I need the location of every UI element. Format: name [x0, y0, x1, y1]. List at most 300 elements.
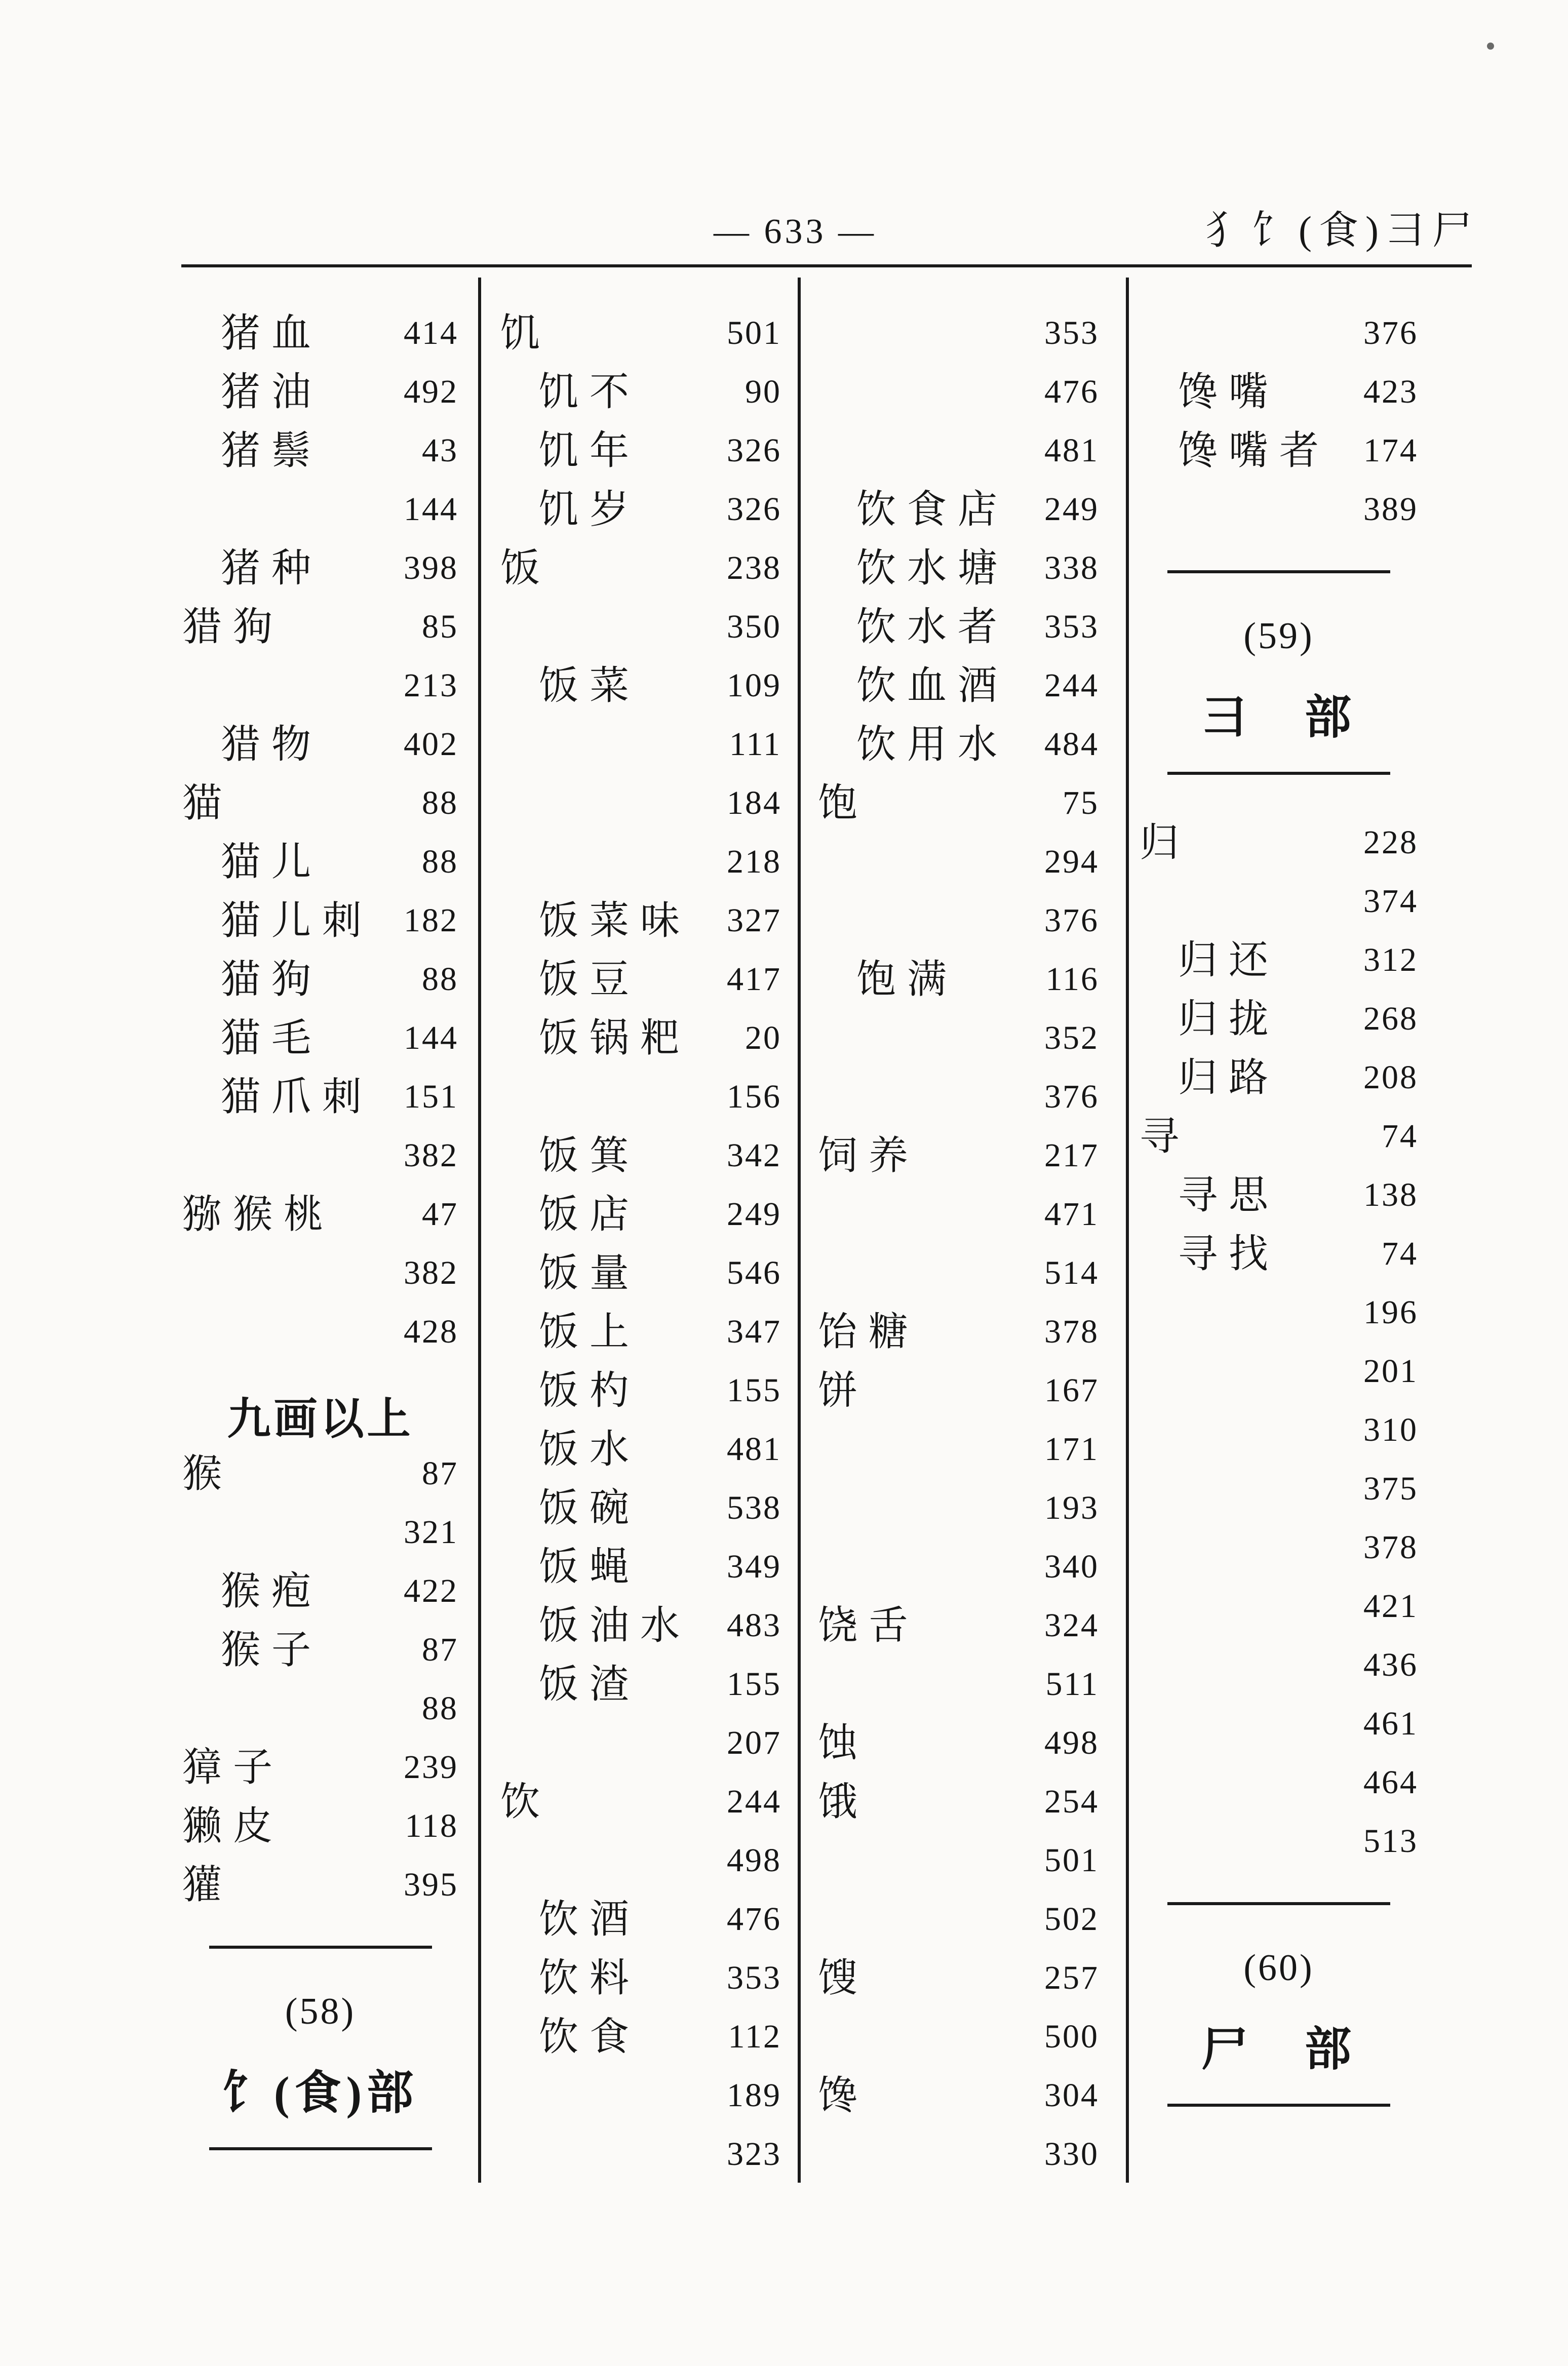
section-divider [209, 1946, 432, 1949]
entry-page-number: 376 [1363, 314, 1418, 351]
index-entry-row [182, 656, 458, 715]
index-entry-row [182, 1738, 458, 1797]
section-number: (60) [1243, 1947, 1314, 1989]
entry-label: 猫儿刺 [221, 898, 373, 942]
index-entry-row [818, 363, 1099, 421]
entry-page-number: 484 [1044, 726, 1099, 763]
entry-page-number: 513 [1363, 1823, 1418, 1860]
entry-page-number: 398 [404, 549, 458, 586]
entry-label: 蚀 [818, 1721, 869, 1765]
entry-page-number: 423 [1363, 373, 1418, 410]
entry-page-number: 378 [1363, 1529, 1418, 1566]
entry-label: 猴子 [221, 1628, 323, 1672]
index-entry-row [182, 598, 458, 656]
entry-label: 饭箕 [539, 1133, 641, 1177]
section-divider [1167, 772, 1390, 775]
entry-page-number: 85 [422, 608, 458, 645]
column-divider-2 [798, 278, 801, 2183]
entry-page-number: 546 [727, 1254, 781, 1291]
index-entry-row [818, 2125, 1099, 2184]
index-entry-row [500, 1009, 781, 1068]
entry-page-number: 538 [727, 1489, 781, 1526]
index-entry-row [182, 480, 458, 539]
index-entry-row [818, 1714, 1099, 1772]
entry-page-number: 312 [1363, 941, 1418, 978]
entry-page-number: 228 [1363, 824, 1418, 861]
index-entry-row [182, 1068, 458, 1126]
index-entry-row [1140, 1283, 1418, 1342]
index-entry-row [500, 539, 781, 598]
index-entry-row [500, 598, 781, 656]
entry-page-number: 109 [727, 667, 781, 704]
entry-page-number: 116 [1045, 961, 1099, 998]
entry-page-number: 167 [1044, 1372, 1099, 1409]
entry-label: 饭店 [539, 1192, 641, 1236]
entry-label: 猫儿 [221, 840, 323, 884]
index-entry-row [818, 421, 1099, 480]
entry-page-number: 340 [1044, 1548, 1099, 1585]
index-entry-row [1140, 363, 1418, 421]
index-entry-row [182, 833, 458, 891]
index-entry-row [818, 539, 1099, 598]
index-entry-row [500, 480, 781, 539]
entry-label: 饱满 [856, 957, 958, 1001]
entry-page-number: 47 [422, 1196, 458, 1233]
entry-label: 猫毛 [221, 1016, 323, 1060]
entry-page-number: 43 [422, 432, 458, 469]
entry-page-number: 476 [727, 1901, 781, 1938]
index-entry-row [818, 2007, 1099, 2066]
index-entry-row [1140, 1460, 1418, 1518]
index-entry-row [1140, 1401, 1418, 1460]
entry-page-number: 428 [404, 1313, 458, 1350]
entry-label: 獾 [182, 1863, 233, 1907]
index-column-4 [1140, 304, 1418, 2107]
entry-page-number: 323 [727, 2136, 781, 2173]
entry-page-number: 382 [404, 1137, 458, 1174]
index-entry-row [818, 774, 1099, 833]
entry-page-number: 294 [1044, 843, 1099, 880]
entry-page-number: 74 [1382, 1118, 1418, 1155]
entry-page-number: 201 [1363, 1353, 1418, 1390]
entry-page-number: 90 [745, 373, 781, 410]
entry-label: 寻 [1140, 1114, 1191, 1158]
entry-page-number: 88 [422, 784, 458, 821]
entry-page-number: 350 [727, 608, 781, 645]
index-entry-row [818, 1655, 1099, 1714]
entry-page-number: 326 [727, 432, 781, 469]
index-entry-row [500, 950, 781, 1009]
entry-page-number: 174 [1363, 432, 1418, 469]
entry-label: 饮酒 [539, 1897, 641, 1941]
entry-page-number: 326 [727, 491, 781, 528]
entry-page-number: 376 [1044, 1078, 1099, 1115]
index-entry-row [182, 421, 458, 480]
index-entry-row [500, 2125, 781, 2184]
entry-label: 饭水 [539, 1427, 641, 1471]
entry-label: 归还 [1178, 938, 1280, 982]
index-entry-row [818, 1361, 1099, 1420]
entry-label: 饥岁 [539, 487, 641, 531]
entry-label: 猪种 [221, 546, 323, 590]
index-entry-row [818, 1185, 1099, 1244]
entry-label: 猪血 [221, 311, 323, 355]
entry-page-number: 20 [745, 1019, 781, 1056]
entry-label: 饮料 [539, 1956, 641, 2000]
index-entry-row [1140, 1107, 1418, 1166]
index-entry-row [1140, 1518, 1418, 1577]
index-entry-row [818, 1772, 1099, 1831]
entry-page-number: 376 [1044, 902, 1099, 939]
index-entry-row [182, 1185, 458, 1244]
index-entry-row [182, 950, 458, 1009]
entry-label: 饭上 [539, 1310, 641, 1354]
entry-page-number: 501 [727, 314, 781, 351]
entry-page-number: 151 [404, 1078, 458, 1115]
index-entry-row [182, 1244, 458, 1303]
entry-page-number: 414 [404, 314, 458, 351]
index-entry-row [1140, 1753, 1418, 1812]
entry-page-number: 353 [727, 1959, 781, 1996]
index-entry-row [500, 1596, 781, 1655]
entry-page-number: 88 [422, 961, 458, 998]
entry-label: 饮水塘 [856, 546, 1009, 590]
index-entry-row [500, 891, 781, 950]
entry-page-number: 254 [1044, 1783, 1099, 1820]
index-entry-row [818, 1009, 1099, 1068]
entry-page-number: 352 [1044, 1019, 1099, 1056]
index-entry-row [818, 1831, 1099, 1890]
index-entry-row [182, 1444, 458, 1503]
entry-page-number: 501 [1044, 1842, 1099, 1879]
entry-page-number: 481 [727, 1431, 781, 1468]
index-entry-row [818, 598, 1099, 656]
index-entry-row [500, 1831, 781, 1890]
stroke-count-group-header: 九画以上 [227, 1395, 414, 1443]
entry-page-number: 193 [1044, 1489, 1099, 1526]
entry-page-number: 112 [728, 2018, 781, 2055]
index-entry-row [1140, 872, 1418, 931]
entry-page-number: 87 [422, 1631, 458, 1668]
section-number: (58) [285, 1990, 356, 2032]
header-rule [181, 264, 1472, 267]
index-entry-row [818, 1596, 1099, 1655]
entry-page-number: 417 [727, 961, 781, 998]
index-entry-row [182, 774, 458, 833]
entry-page-number: 244 [1044, 667, 1099, 704]
entry-label: 饮水者 [856, 605, 1009, 649]
index-entry-row [500, 1655, 781, 1714]
entry-label: 猎物 [221, 722, 323, 766]
index-entry-row [818, 1126, 1099, 1185]
index-entry-row [818, 1537, 1099, 1596]
entry-label: 饭碗 [539, 1486, 641, 1530]
index-entry-row [1140, 304, 1418, 363]
entry-page-number: 213 [404, 667, 458, 704]
entry-label: 饥年 [539, 428, 641, 472]
entry-page-number: 111 [729, 726, 781, 763]
entry-page-number: 511 [1045, 1666, 1099, 1703]
entry-page-number: 471 [1044, 1196, 1099, 1233]
entry-page-number: 244 [727, 1783, 781, 1820]
index-entry-row [818, 1244, 1099, 1303]
index-entry-row [500, 715, 781, 774]
index-entry-row [182, 304, 458, 363]
section-divider [209, 2147, 432, 2150]
index-entry-row [818, 656, 1099, 715]
index-entry-row [1140, 813, 1418, 872]
index-entry-row [500, 421, 781, 480]
entry-label: 猴疱 [221, 1569, 323, 1613]
index-entry-row [500, 1361, 781, 1420]
entry-label: 猫 [182, 781, 233, 825]
entry-page-number: 492 [404, 373, 458, 410]
index-entry-row [182, 1797, 458, 1856]
entry-page-number: 402 [404, 726, 458, 763]
entry-label: 归路 [1178, 1055, 1280, 1099]
section-divider [1167, 570, 1390, 573]
entry-page-number: 182 [404, 902, 458, 939]
index-entry-row [818, 1303, 1099, 1361]
index-entry-row [182, 1562, 458, 1621]
entry-label: 獭皮 [182, 1804, 284, 1848]
entry-page-number: 218 [727, 843, 781, 880]
entry-label: 饶舌 [818, 1603, 920, 1647]
index-entry-row [500, 363, 781, 421]
entry-label: 归 [1140, 820, 1191, 864]
index-entry-row [1140, 421, 1418, 480]
index-column-1 [182, 304, 458, 2150]
index-entry-row [818, 1420, 1099, 1479]
index-entry-row [182, 1009, 458, 1068]
entry-label: 猫爪刺 [221, 1075, 373, 1119]
entry-label: 饭量 [539, 1251, 641, 1295]
index-entry-row [1140, 1342, 1418, 1401]
index-entry-row [500, 1244, 781, 1303]
section-divider [1167, 2104, 1390, 2107]
entry-page-number: 207 [727, 1724, 781, 1761]
index-entry-row [1140, 1812, 1418, 1871]
entry-page-number: 257 [1044, 1959, 1099, 1996]
entry-label: 寻找 [1178, 1232, 1280, 1276]
entry-label: 饭豆 [539, 957, 641, 1001]
index-entry-row [818, 480, 1099, 539]
entry-label: 猪油 [221, 370, 323, 414]
entry-page-number: 461 [1363, 1705, 1418, 1742]
entry-page-number: 144 [404, 1019, 458, 1056]
section-number: (59) [1243, 615, 1314, 657]
entry-label: 猫狗 [221, 957, 323, 1001]
index-entry-row [818, 715, 1099, 774]
entry-page-number: 498 [727, 1842, 781, 1879]
entry-label: 饿 [818, 1780, 869, 1824]
entry-label: 饭蝇 [539, 1545, 641, 1589]
entry-page-number: 353 [1044, 608, 1099, 645]
entry-page-number: 217 [1044, 1137, 1099, 1174]
index-entry-row [500, 1068, 781, 1126]
entry-page-number: 171 [1044, 1431, 1099, 1468]
entry-label: 饭锅粑 [539, 1016, 691, 1060]
entry-page-number: 382 [404, 1254, 458, 1291]
page-number-header: — 633 — [714, 212, 877, 251]
entry-page-number: 184 [727, 784, 781, 821]
index-entry-row [500, 1126, 781, 1185]
index-entry-row [500, 1420, 781, 1479]
entry-label: 馊 [818, 1956, 869, 2000]
entry-label: 饭 [500, 546, 552, 590]
index-entry-row [818, 1890, 1099, 1949]
entry-page-number: 421 [1363, 1588, 1418, 1625]
entry-label: 猕猴桃 [182, 1192, 335, 1236]
entry-label: 饼 [818, 1368, 869, 1412]
index-entry-row [182, 1126, 458, 1185]
entry-page-number: 87 [422, 1455, 458, 1492]
entry-label: 饥 [500, 311, 552, 355]
entry-label: 饮用水 [856, 722, 1009, 766]
index-entry-row [500, 1714, 781, 1772]
index-entry-row [1140, 1636, 1418, 1694]
entry-label: 饥不 [539, 370, 641, 414]
index-entry-row [182, 1303, 458, 1361]
entry-page-number: 155 [727, 1372, 781, 1409]
index-entry-row [1140, 1166, 1418, 1225]
section-title: 尸 部 [1201, 2024, 1356, 2075]
entry-page-number: 321 [404, 1514, 458, 1551]
entry-page-number: 374 [1363, 883, 1418, 920]
index-entry-row [182, 363, 458, 421]
index-entry-row [500, 1185, 781, 1244]
entry-page-number: 389 [1363, 491, 1418, 528]
entry-page-number: 395 [404, 1866, 458, 1903]
entry-label: 归拢 [1178, 997, 1280, 1041]
entry-page-number: 483 [727, 1607, 781, 1644]
entry-page-number: 138 [1363, 1176, 1418, 1213]
index-entry-row [500, 2007, 781, 2066]
entry-label: 饴糖 [818, 1310, 920, 1354]
index-entry-row [500, 1537, 781, 1596]
section-title: 彐 部 [1201, 692, 1356, 743]
index-entry-row [818, 833, 1099, 891]
entry-page-number: 353 [1044, 314, 1099, 351]
entry-page-number: 268 [1363, 1000, 1418, 1037]
index-entry-row [818, 1068, 1099, 1126]
entry-page-number: 156 [727, 1078, 781, 1115]
index-entry-row [1140, 1577, 1418, 1636]
index-entry-row [1140, 1694, 1418, 1753]
index-entry-row [1140, 480, 1418, 539]
section-title: 饣(食)部 [222, 2067, 419, 2119]
entry-label: 饭菜 [539, 663, 641, 707]
entry-page-number: 349 [727, 1548, 781, 1585]
entry-label: 饮食 [539, 2015, 641, 2059]
entry-page-number: 249 [727, 1196, 781, 1233]
index-column-3 [818, 304, 1099, 2184]
entry-label: 猪鬃 [221, 428, 323, 472]
entry-page-number: 74 [1382, 1235, 1418, 1272]
index-entry-row [500, 1949, 781, 2007]
section-divider [1167, 1902, 1390, 1905]
entry-page-number: 239 [404, 1749, 458, 1786]
index-entry-row [500, 774, 781, 833]
entry-label: 獐子 [182, 1745, 284, 1789]
index-entry-row [1140, 990, 1418, 1048]
entry-page-number: 514 [1044, 1254, 1099, 1291]
entry-page-number: 476 [1044, 373, 1099, 410]
entry-page-number: 155 [727, 1666, 781, 1703]
index-column-2 [500, 304, 781, 2184]
radicals-header: 犭饣(食)彐尸 [1205, 208, 1479, 252]
index-entry-row [182, 1621, 458, 1679]
entry-label: 猎狗 [182, 605, 284, 649]
index-entry-row [500, 1303, 781, 1361]
entry-label: 饭渣 [539, 1662, 641, 1706]
entry-page-number: 88 [422, 843, 458, 880]
index-entry-row [182, 1856, 458, 1914]
entry-page-number: 422 [404, 1572, 458, 1609]
entry-page-number: 144 [404, 491, 458, 528]
entry-label: 馋嘴 [1178, 370, 1280, 414]
index-entry-row [182, 891, 458, 950]
entry-page-number: 327 [727, 902, 781, 939]
entry-label: 饮血酒 [856, 663, 1009, 707]
entry-page-number: 481 [1044, 432, 1099, 469]
index-entry-row [1140, 1048, 1418, 1107]
entry-page-number: 342 [727, 1137, 781, 1174]
index-entry-row [500, 304, 781, 363]
index-entry-row [818, 1949, 1099, 2007]
column-divider-1 [478, 278, 481, 2183]
index-entry-row [818, 950, 1099, 1009]
entry-page-number: 196 [1363, 1294, 1418, 1331]
entry-page-number: 330 [1044, 2136, 1099, 2173]
entry-page-number: 304 [1044, 2077, 1099, 2114]
entry-page-number: 500 [1044, 2018, 1099, 2055]
index-entry-row [1140, 1225, 1418, 1283]
entry-page-number: 464 [1363, 1764, 1418, 1801]
entry-label: 饲养 [818, 1133, 920, 1177]
index-entry-row [818, 891, 1099, 950]
entry-page-number: 502 [1044, 1901, 1099, 1938]
entry-label: 饭油水 [539, 1603, 691, 1647]
entry-label: 饭菜味 [539, 898, 691, 942]
entry-page-number: 238 [727, 549, 781, 586]
entry-label: 馋嘴者 [1178, 428, 1330, 472]
index-entry-row [818, 304, 1099, 363]
entry-page-number: 378 [1044, 1313, 1099, 1350]
index-entry-row [500, 833, 781, 891]
entry-page-number: 75 [1063, 784, 1099, 821]
entry-page-number: 88 [422, 1690, 458, 1727]
entry-page-number: 208 [1363, 1059, 1418, 1096]
index-entry-row [182, 715, 458, 774]
entry-label: 猴 [182, 1451, 233, 1495]
index-entry-row [182, 1679, 458, 1738]
column-divider-3 [1126, 278, 1129, 2183]
entry-label: 饱 [818, 781, 869, 825]
entry-label: 饮 [500, 1780, 552, 1824]
entry-page-number: 436 [1363, 1646, 1418, 1683]
entry-page-number: 249 [1044, 491, 1099, 528]
entry-page-number: 375 [1363, 1470, 1418, 1507]
index-entry-row [818, 2066, 1099, 2125]
entry-label: 馋 [818, 2073, 869, 2117]
index-entry-row [500, 2066, 781, 2125]
entry-page-number: 118 [405, 1807, 458, 1844]
entry-page-number: 189 [727, 2077, 781, 2114]
index-entry-row [182, 539, 458, 598]
index-entry-row [500, 656, 781, 715]
scan-speck [1487, 43, 1494, 50]
